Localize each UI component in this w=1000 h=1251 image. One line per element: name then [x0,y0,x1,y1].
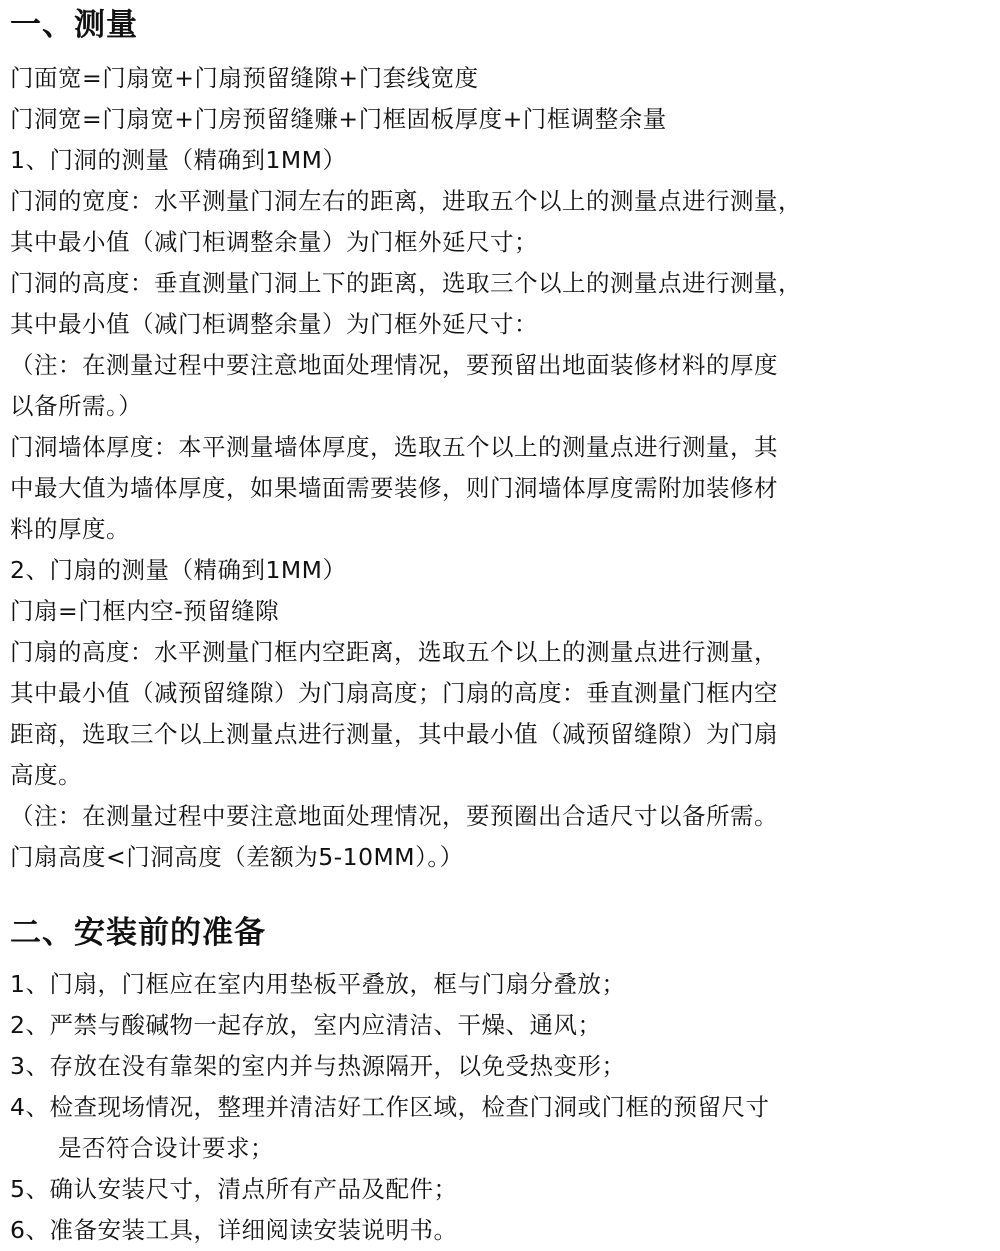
text-line: 门面宽=门扇宽+门扇预留缝隙+门套线宽度 [10,64,479,92]
subsection-heading: 2、门扇的测量（精确到1MM） [10,556,347,584]
text-line: 中最大值为墙体厚度，如果墙面需要装修，则门洞墙体厚度需附加装修材 [10,474,778,502]
list-item: 2、严禁与酸碱物一起存放，室内应清洁、干燥、通风； [10,1011,602,1039]
text-line: 其中最小值（减门柜调整余量）为门框外延尺寸： [10,310,538,338]
list-item-continuation: 是否符合设计要求； [58,1134,274,1162]
list-item: 3、存放在没有靠架的室内并与热源隔开，以免受热变形； [10,1052,626,1080]
text-line: 门洞墙体厚度：本平测量墙体厚度，选取五个以上的测量点进行测量，其 [10,433,778,461]
text-line: 高度。 [10,761,82,789]
subsection-heading: 1、门洞的测量（精确到1MM） [10,146,347,174]
text-line: 距商，选取三个以上测量点进行测量，其中最小值（减预留缝隙）为门扇 [10,720,778,748]
list-item: 5、确认安装尺寸，清点所有产品及配件； [10,1175,458,1203]
list-item: 6、准备安装工具，详细阅读安装说明书。 [10,1216,458,1244]
text-line: 门扇的高度：水平测量门框内空距离，选取五个以上的测量点进行测量， [10,638,778,666]
text-line: 其中最小值（减预留缝隙）为门扇高度；门扇的高度：垂直测量门框内空 [10,679,778,707]
text-line: 料的厚度。 [10,515,130,543]
list-item: 1、门扇，门框应在室内用垫板平叠放，框与门扇分叠放； [10,970,626,998]
text-line: 门洞宽=门扇宽+门房预留缝赚+门框固板厚度+门框调整余量 [10,105,667,133]
note-line: （注：在测量过程中要注意地面处理情况，要预圈出合适尺寸以备所需。 [10,802,778,830]
text-line: 门洞的宽度：水平测量门洞左右的距离，进取五个以上的测量点进行测量， [10,187,802,215]
note-line: （注：在测量过程中要注意地面处理情况，要预留出地面装修材料的厚度 [10,351,778,379]
list-item: 4、检查现场情况，整理并清洁好工作区域，检查门洞或门框的预留尺寸 [10,1093,770,1121]
section-2-list [10,964,990,1251]
document-page [10,0,990,1251]
section-2-title: 二、安装前的准备 [10,915,266,951]
text-line: 其中最小值（减门柜调整余量）为门框外延尺寸； [10,228,538,256]
section-1-body [10,58,990,878]
note-line: 以备所需。） [10,392,143,420]
note-line: 门扇高度<门洞高度（差额为5-10MM）。） [10,843,464,871]
section-1-title: 一、测量 [10,7,138,43]
text-line: 门洞的高度：垂直测量门洞上下的距离，选取三个以上的测量点进行测量， [10,269,802,297]
text-line: 门扇=门框内空-预留缝隙 [10,597,280,625]
